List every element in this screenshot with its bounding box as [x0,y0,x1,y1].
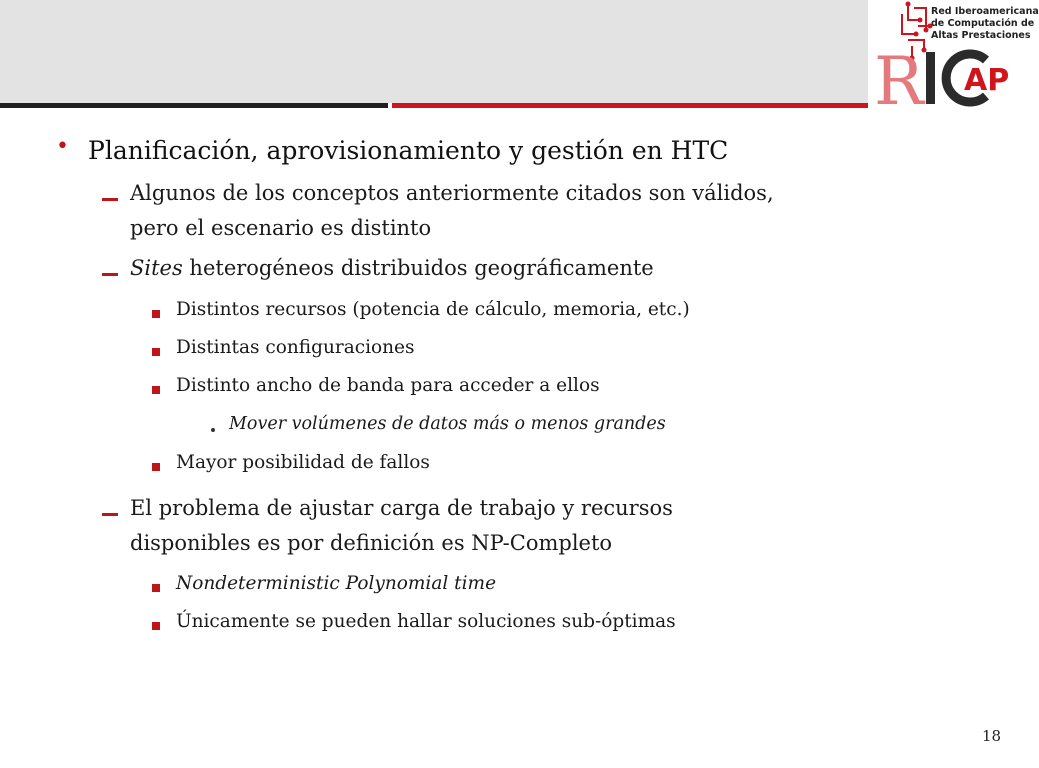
sub-bullet-3-line-1: El problema de ajustar carga de trabajo y recursos [130,496,673,520]
square-bullet [152,622,160,630]
main-bullet-text: Planificación, aprovisionamiento y gestión en HTC [88,136,729,165]
sub-item-fallos: Mayor posibilidad de fallos [176,452,430,473]
logo-letters-ap: AP [964,63,1010,98]
bullet-dot: • [56,134,69,159]
sub-bullet-1-line-1: Algunos de los conceptos anteriormente citados son válidos, [130,181,774,205]
sub-bullet-2-rest: heterogéneos distribuidos geográficamente [182,256,654,280]
sub-bullet-2-italic: Sites [130,256,183,280]
dash-bullet [102,513,118,516]
dash-bullet [102,273,118,276]
sub-item-suboptimas: Únicamente se pueden hallar soluciones sub-óptimas [176,611,676,632]
sub-bullet-1-line-2: pero el escenario es distinto [130,216,432,240]
small-dot-bullet [211,428,215,432]
sub-item-ancho-banda: Distinto ancho de banda para acceder a ellos [176,375,600,396]
sub-bullet-2 [130,256,654,280]
sub-sub-item-mover-datos: Mover volúmenes de datos más o menos grandes [229,414,666,434]
square-bullet [152,310,160,318]
page-number: 18 [982,727,1002,745]
sub-item-np-time: Nondeterministic Polynomial time [176,573,497,594]
logo-letter-r: R [874,43,924,120]
square-bullet [152,386,160,394]
dash-bullet [102,198,118,201]
square-bullet [152,348,160,356]
logo-text-line-3: Altas Prestaciones [931,30,1031,41]
logo-text-line-1: Red Iberoamericana [931,6,1039,17]
square-bullet [152,463,160,471]
square-bullet [152,584,160,592]
sub-item-configuraciones: Distintas configuraciones [176,337,415,358]
sub-item-recursos: Distintos recursos (potencia de cálculo, memoria, etc.) [176,299,690,320]
sub-bullet-3-line-2: disponibles es por definición es NP-Completo [130,531,613,555]
logo-text-line-2: de Computación de [931,18,1035,29]
